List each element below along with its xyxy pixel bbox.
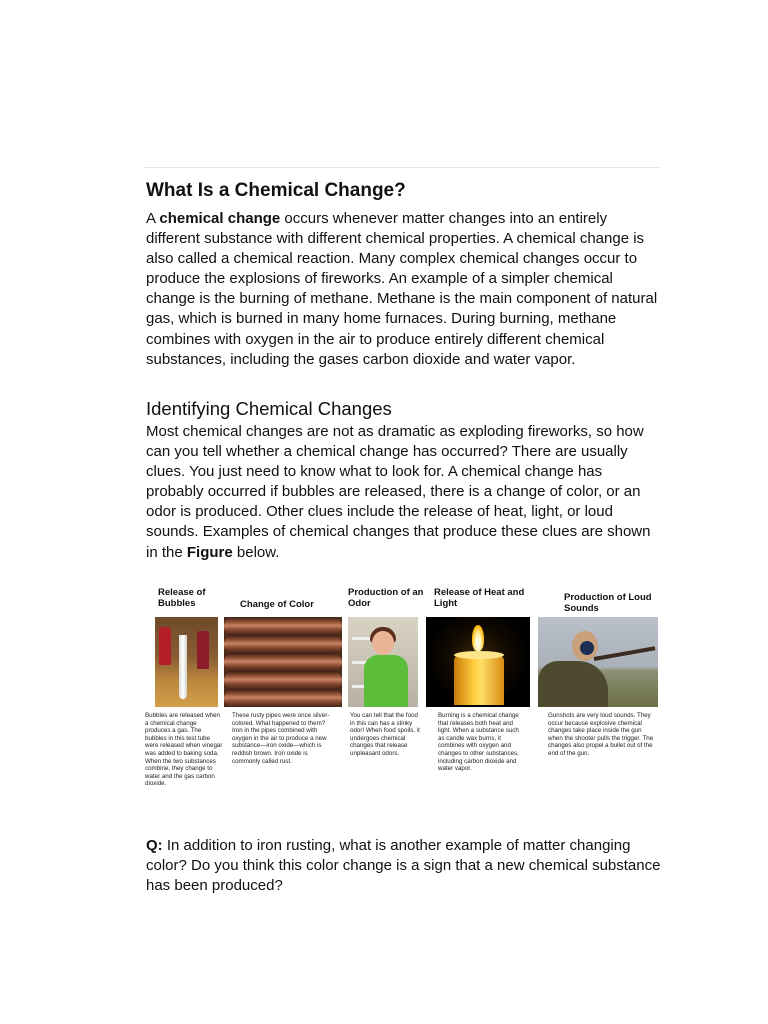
- panel-title: Change of Color: [240, 599, 314, 610]
- intro-paragraph: [146, 209, 661, 370]
- person-head: [372, 631, 394, 655]
- odor-photo: [348, 617, 418, 707]
- top-divider: [145, 167, 660, 168]
- intro-prefix: A: [146, 210, 156, 227]
- question-label: Q:: [146, 837, 163, 854]
- shooter: [538, 661, 608, 707]
- intro-text: occurs whenever matter changes into an entirely different substance with different chemical properties. A chemical change is also called a chemical reaction. Many complex chemical changes occur to produce the explosions of fireworks. An example of a simpler chemical change is the burning of methane. Methane is the main component of natural gas, which is burned in many home furnaces. During burning, methane combines with oxygen in the air to produce entirely different chemical substances, including the gases carbon dioxide and water vapor.: [146, 210, 658, 368]
- bubbles-photo: [155, 617, 218, 707]
- panel-caption: You can tell that the food in this can has a stinky odor! When food spoils, it undergoes chemical changes that release unpleasant odors.: [350, 712, 420, 757]
- identifying-tail: below.: [236, 543, 280, 561]
- question-text: In addition to iron rusting, what is another example of matter changing color? Do you think this color change is a sign that a new chemical substance has been produced?: [146, 837, 661, 895]
- identifying-paragraph: [146, 422, 661, 563]
- flame-icon: [472, 625, 484, 651]
- pipe: [224, 653, 342, 672]
- pipe: [224, 635, 342, 654]
- candle: [454, 655, 504, 705]
- panel-title: Release of Bubbles: [158, 587, 206, 609]
- person-body: [364, 655, 408, 707]
- test-tube: [179, 635, 187, 699]
- panel-title: Release of Heat and Light: [434, 587, 525, 609]
- section-heading: Identifying Chemical Changes: [146, 398, 392, 419]
- figure-reference: Figure: [186, 543, 233, 561]
- panel-caption: Bubbles are released when a chemical change produces a gas. The bubbles in this test tube were released when vinegar was added to baking soda. When the two substances combine, they change to water and the gas carbon dioxide.: [145, 712, 223, 788]
- panel-caption: Burning is a chemical change that releases both heat and light. When a substance such as candle wax burns, it combines with oxygen and changes to other substances, including carbon dioxide and water vapor.: [438, 712, 519, 773]
- panel-title: Production of Loud Sounds: [564, 592, 652, 614]
- ear-protection: [580, 641, 594, 655]
- pipe: [224, 689, 342, 707]
- panel-title: Production of an Odor: [348, 587, 424, 609]
- panel-caption: Gunshots are very loud sounds. They occur because explosive chemical changes take place inside the gun when the shooter pulls the trigger. The changes also propel a bullet out of the end of the gun.: [548, 712, 654, 757]
- chemical-change-clues-figure: [144, 588, 664, 798]
- bottle: [159, 627, 171, 665]
- fridge-shelf: [352, 637, 370, 640]
- page-title: What Is a Chemical Change?: [146, 180, 406, 201]
- gun-barrel: [594, 646, 656, 661]
- pipe: [224, 671, 342, 690]
- panel-caption: These rusty pipes were once silver-colored. What happened to them? Iron in the pipes combined with oxygen in the air to produce a new substance—iron oxide—which is reddish brown. Iron oxide is commonly called rust.: [232, 712, 330, 765]
- candle-top: [454, 651, 504, 659]
- candle-photo: [426, 617, 530, 707]
- pipe: [224, 617, 342, 636]
- identifying-text: Most chemical changes are not as dramatic as exploding fireworks, so how can you tell whether a chemical change has occurred? There are usually clues. You just need to know what to look for. A chemical change has probably occurred if bubbles are released, there is a change of color, or an odor is produced. Other clues include the release of heat, light, or loud sounds. Examples of chemical changes that produce these clues are shown in the: [146, 423, 651, 561]
- question-block: [146, 836, 661, 896]
- key-term: chemical change: [159, 210, 281, 227]
- gunshot-photo: [538, 617, 658, 707]
- rusty-pipes-photo: [224, 617, 342, 707]
- bottle: [197, 631, 209, 669]
